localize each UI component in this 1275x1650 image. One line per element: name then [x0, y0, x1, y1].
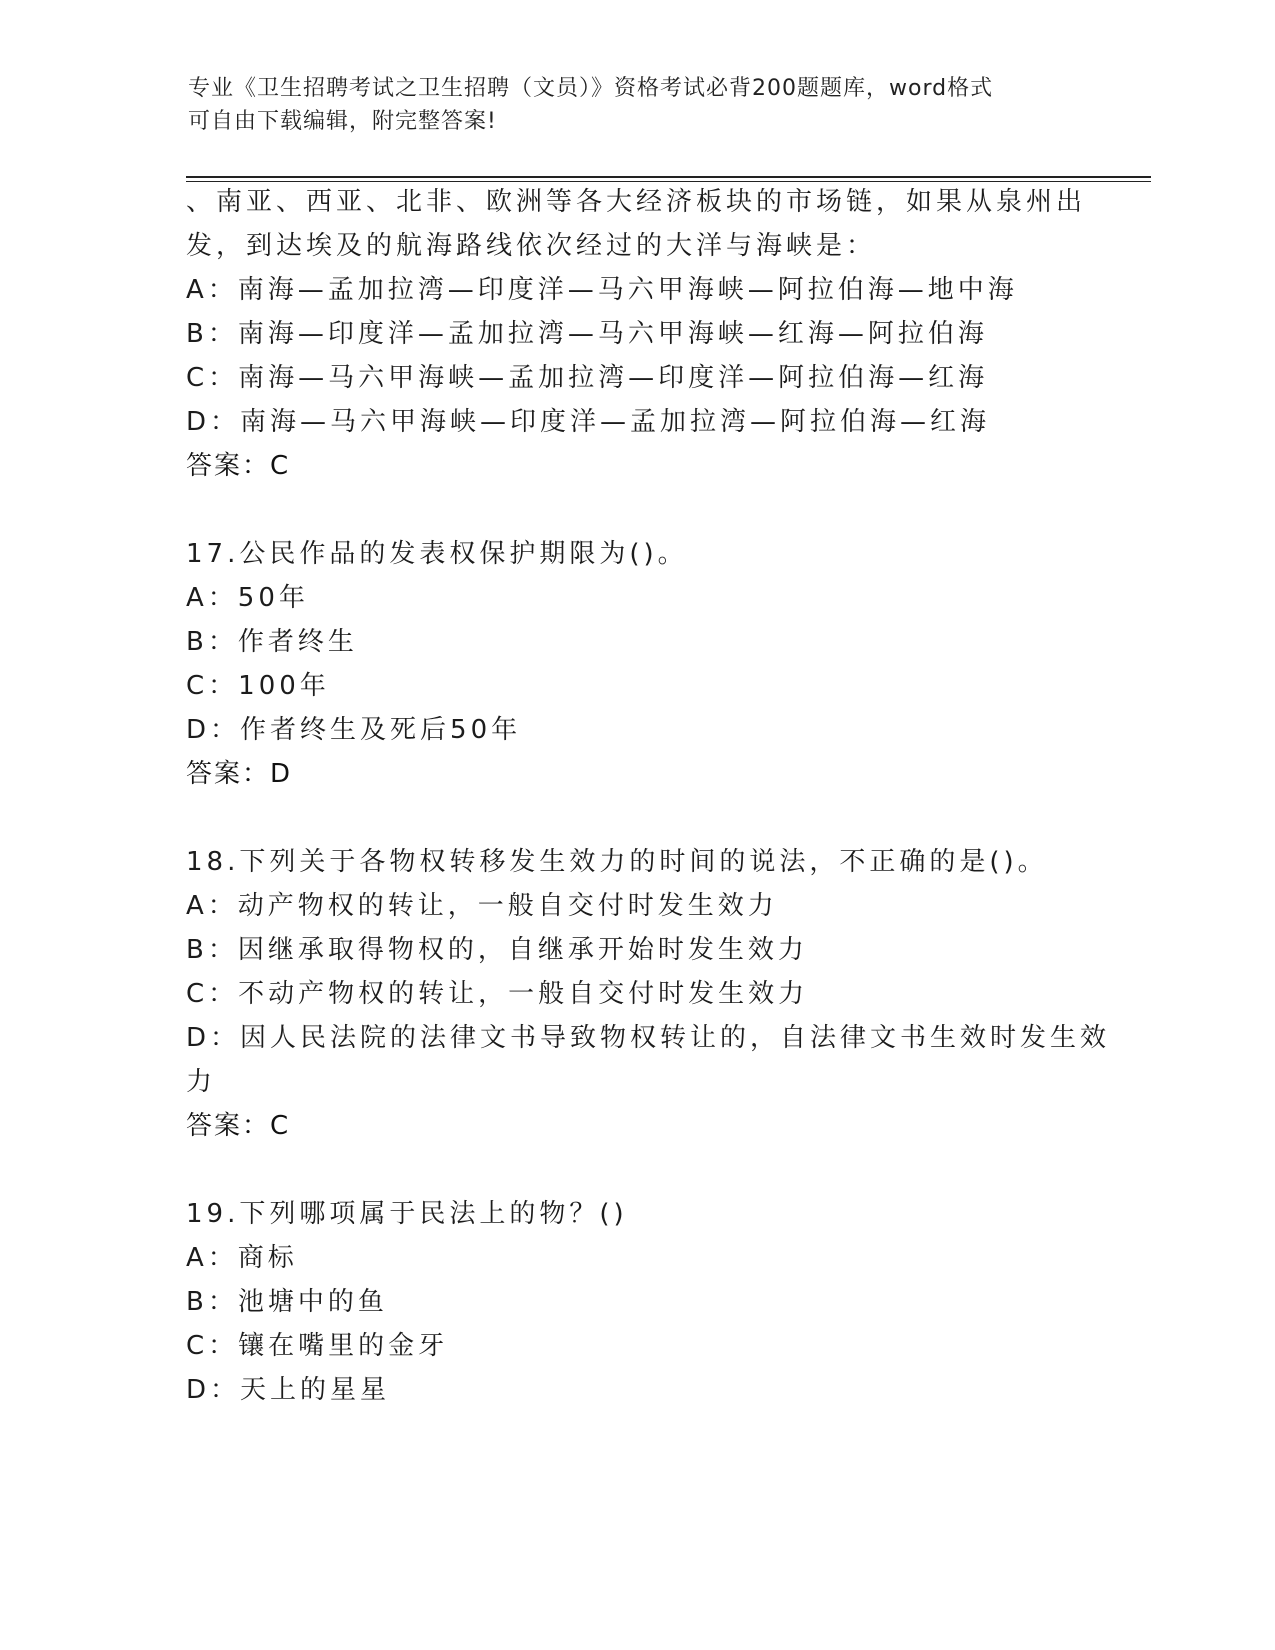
q16-text-continuation-2: 发，到达埃及的航海路线依次经过的大洋与海峡是：: [186, 231, 877, 261]
q16-option-b: B：南海—印度洋—孟加拉湾—马六甲海峡—红海—阿拉伯海: [186, 319, 988, 349]
q19-option-b: B：池塘中的鱼: [186, 1287, 388, 1317]
q17-answer: 答案：D: [186, 759, 293, 789]
document-header: [188, 72, 1088, 138]
header-title-line-2: 可自由下载编辑，附完整答案!: [188, 109, 497, 134]
q18-option-a: A：动产物权的转让，一般自交付时发生效力: [186, 891, 778, 921]
q19-option-a: A：商标: [186, 1243, 298, 1273]
q16-option-a: A：南海—孟加拉湾—印度洋—马六甲海峡—阿拉伯海—地中海: [186, 275, 1018, 305]
header-divider-thin: [186, 181, 1151, 182]
q19-option-d: D：天上的星星: [186, 1375, 391, 1405]
q17-question: 17.公民作品的发表权保护期限为()。: [186, 539, 688, 569]
q17-option-d: D：作者终生及死后50年: [186, 715, 522, 745]
q18-answer: 答案：C: [186, 1111, 291, 1141]
q18-option-b: B：因继承取得物权的，自继承开始时发生效力: [186, 935, 808, 965]
q17-option-c: C：100年: [186, 671, 330, 701]
q16-text-continuation-1: 、南亚、西亚、北非、欧洲等各大经济板块的市场链，如果从泉州出: [186, 187, 1087, 217]
header-title-line-1: 专业《卫生招聘考试之卫生招聘（文员）》资格考试必背200题题库，word格式: [188, 76, 994, 101]
q18-option-d-line-1: D：因人民法院的法律文书导致物权转让的，自法律文书生效时发生效: [186, 1023, 1111, 1053]
q19-question: 19.下列哪项属于民法上的物？(): [186, 1199, 628, 1229]
q17-option-b: B：作者终生: [186, 627, 358, 657]
q18-option-d-line-2: 力: [186, 1067, 217, 1097]
q16-answer: 答案：C: [186, 451, 291, 481]
q17-option-a: A：50年: [186, 583, 309, 613]
q18-question: 18.下列关于各物权转移发生效力的时间的说法，不正确的是()。: [186, 847, 1048, 877]
header-divider-thick: [186, 176, 1151, 178]
q18-option-c: C：不动产物权的转让，一般自交付时发生效力: [186, 979, 809, 1009]
q19-option-c: C：镶在嘴里的金牙: [186, 1331, 449, 1361]
q16-option-d: D：南海—马六甲海峡—印度洋—孟加拉湾—阿拉伯海—红海: [186, 407, 991, 437]
q16-option-c: C：南海—马六甲海峡—孟加拉湾—印度洋—阿拉伯海—红海: [186, 363, 989, 393]
